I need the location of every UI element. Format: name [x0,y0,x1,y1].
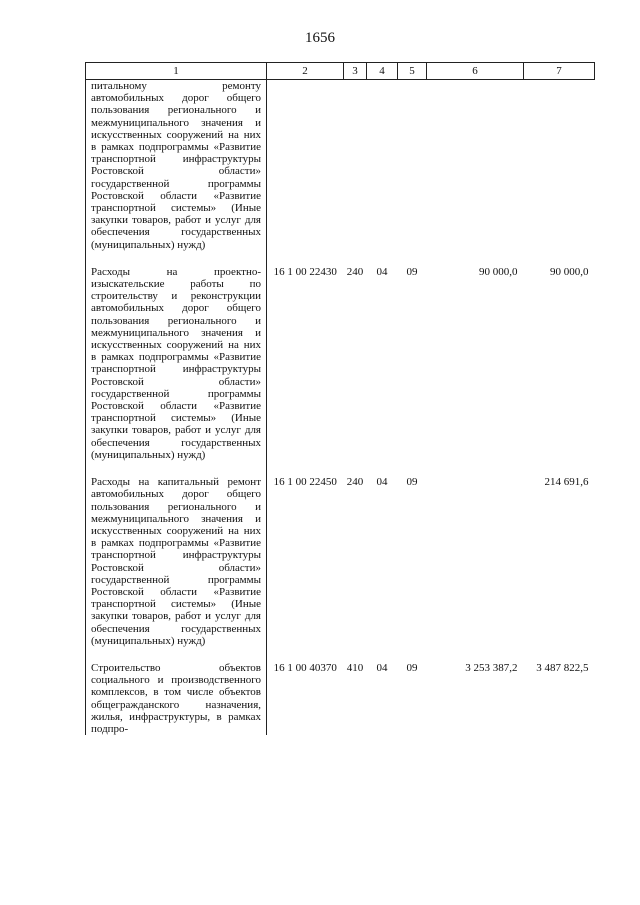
row-sum-year-2: 214 691,6 [544,476,589,489]
row-section [367,80,398,251]
row-section: 04 [376,265,388,278]
row-description: Строительство объектов социального и производственного комплексов, в том числе объектов общегражданского назначения, жилья, инфраструктуры, в рамках подпро- [86,662,267,735]
header-col-6: 6 [427,63,524,80]
row-expense-type: 410 [346,661,364,674]
table-header-row [86,63,595,80]
row-spacer [86,461,595,476]
row-description: Расходы на капитальный ремонт автомобильных дорог общего пользования регионального и межмуниципального значения и искусственных сооружений на них в рамках подпрограммы «Развитие транспортной инфраструктуры Ростовской области» государственной программы Ростовской области «Развитие транспортной системы» (Иные закупки товаров, работ и услуг для обеспечения государственных (муниципальных) нужд) [86,476,267,647]
budget-table-wrapper [85,62,594,735]
row-sum-year-1 [427,80,524,251]
row-target-code: 16 1 00 40370 [273,661,337,674]
row-description: питальному ремонту автомобильных дорог общего пользования регионального и межмуниципального значения и искусственных сооружений на них в рамках подпрограммы «Развитие транспортной инфраструктуры Ростовской области» государственной программы Ростовской области «Развитие транспортной системы» (Иные закупки товаров, работ и услуг для обеспечения государственных (муниципальных) нужд) [86,80,267,251]
row-sum-year-1: 90 000,0 [479,265,518,278]
header-col-1: 1 [86,63,267,80]
budget-table [85,62,595,735]
row-sum-year-2: 90 000,0 [550,265,589,278]
row-subsection [398,80,427,251]
row-sum-year-1: 3 253 387,2 [465,661,518,674]
table-row [86,662,595,735]
row-sum-year-1 [427,476,524,647]
page-number: 1656 [305,30,335,46]
row-expense-type: 240 [346,265,364,278]
row-target-code: 16 1 00 22450 [273,476,337,489]
header-col-2: 2 [267,63,344,80]
row-description: Расходы на проектно-изыскательские работы по строительству и реконструкции автомобильных дорог общего пользования регионального и межмуниципального значения и искусственных сооружений на них в рамках подпрограммы «Развитие транспортной инфраструктуры Ростовской области» государственной программы Ростовской области «Развитие транспортной системы» (Иные закупки товаров, работ и услуг для обеспечения государственных (муниципальных) нужд) [86,266,267,461]
header-col-7: 7 [524,63,595,80]
row-subsection: 09 [406,265,418,278]
table-row [86,80,595,251]
row-target-code [267,80,344,251]
header-col-3: 3 [344,63,367,80]
row-sum-year-2: 3 487 822,5 [536,661,589,674]
row-subsection: 09 [406,661,418,674]
row-expense-type: 240 [346,476,364,489]
row-sum-year-2 [524,80,595,251]
row-spacer [86,647,595,662]
row-section: 04 [376,476,388,489]
row-target-code: 16 1 00 22430 [273,265,337,278]
header-col-5: 5 [398,63,427,80]
row-spacer [86,251,595,266]
header-col-4: 4 [367,63,398,80]
table-row [86,476,595,647]
table-row [86,266,595,461]
row-subsection: 09 [406,476,418,489]
row-expense-type [344,80,367,251]
row-section: 04 [376,661,388,674]
